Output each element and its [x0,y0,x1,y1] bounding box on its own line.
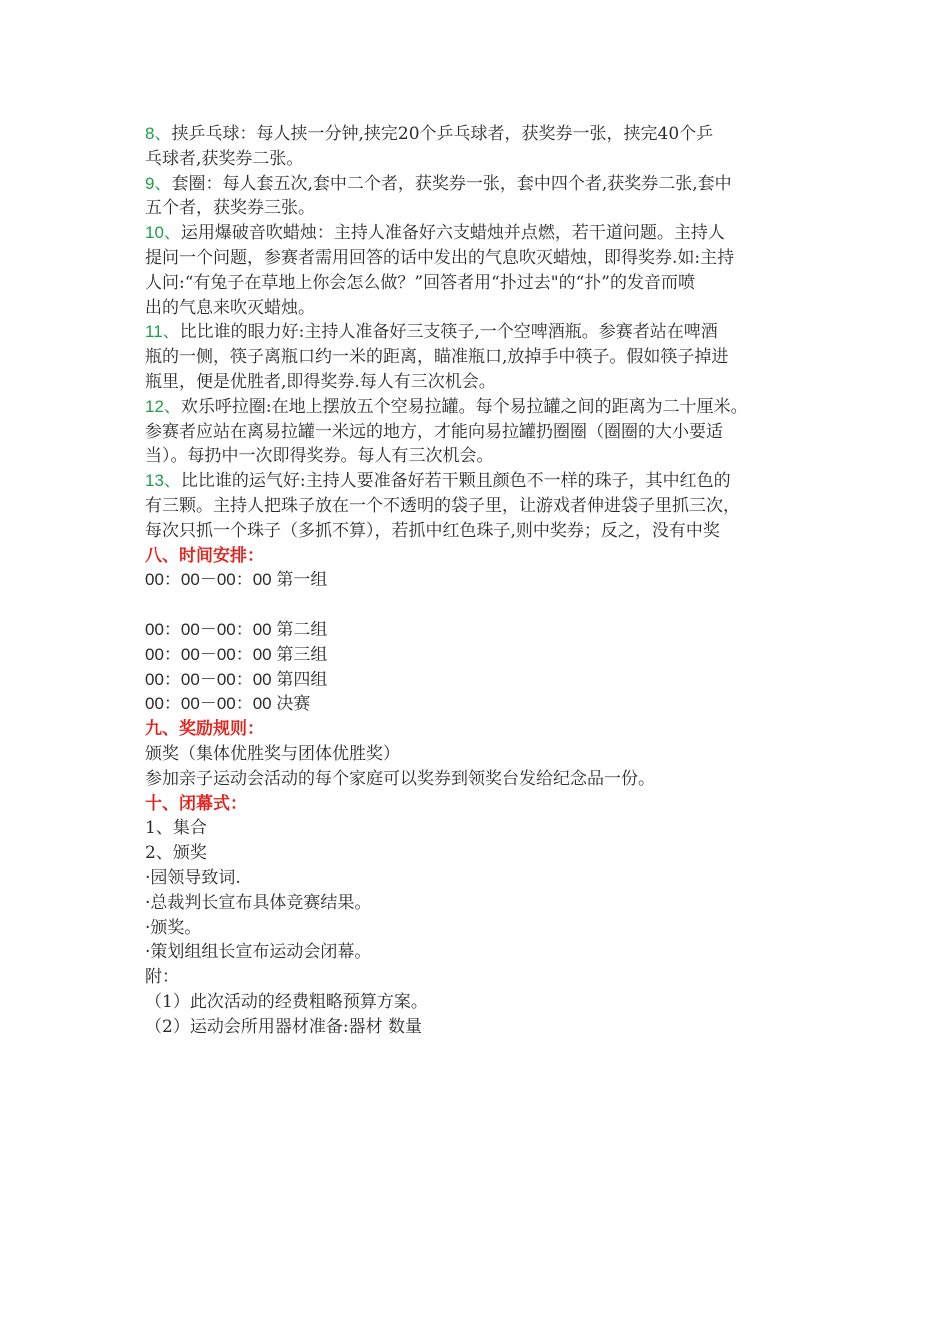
game-text-line: 瓶里，便是优胜者,即得奖券.每人有三次机会。 [145,371,496,392]
game-text-line: 运用爆破音吹蜡烛：主持人准备好六支蜡烛并点燃，若干道问题。主持人 [180,223,725,244]
schedule-row: 00：00－00：00 决赛 [145,694,311,714]
closing-line: 2、颁奖 [145,843,207,864]
schedule-row: 00：00－00：00 第二组 [145,619,328,639]
game-number: 9、 [145,173,172,193]
closing-line: 1、集合 [145,818,207,839]
rewards-line: 参加亲子运动会活动的每个家庭可以奖券到领奖台发给纪念品一份。 [145,768,655,789]
game-text-line: 出的气息来吹灭蜡烛。 [145,297,315,318]
closing-line: 附： [145,967,179,988]
game-number: 13、 [145,471,181,491]
schedule-row: 00：00－00：00 第四组 [145,669,328,689]
game-item-9 [145,172,825,222]
game-text-line: 五个者，获奖券三张。 [145,198,315,219]
game-text-line: 当）。每扔中一次即得奖券。每人有三次机会。 [145,446,494,467]
game-number: 10、 [145,223,181,243]
game-text-line: 人问:“有兔子在草地上你会怎么做？”回答者用“扑过去"的“扑”的发音而喷 [145,272,696,293]
game-text-line: 欢乐呼拉圈:在地上摆放五个空易拉罐。每个易拉罐之间的距离为二十厘米。 [180,396,748,417]
game-item-10 [145,221,825,320]
schedule-blank-row [145,593,825,618]
document-body [145,122,825,1039]
game-text-line: 有三颗。主持人把珠子放在一个不透明的袋子里，让游戏者伸进袋子里抓三次， [145,495,740,516]
schedule-row: 00：00－00：00 第三组 [145,644,328,664]
schedule-row: 00：00－00：00 第一组 [145,570,328,590]
closing-line: （2）运动会所用器材准备:器材 数量 [145,1016,422,1037]
game-text-line: 套圈：每人套五次,套中二个者，获奖券一张，套中四个者,获奖券二张,套中 [171,173,732,194]
game-text-line: 挟乒乓球：每人挟一分钟,挟完20个乒乓球者，获奖券一张，挟完40个乒 [171,124,714,144]
section-heading-schedule: 八、时间安排： [145,545,264,566]
game-item-13 [145,469,825,543]
game-text-line: 比比谁的眼力好:主持人准备好三支筷子,一个空啤酒瓶。参赛者站在啤酒 [179,322,718,343]
game-number: 11、 [145,322,180,342]
game-number: 8、 [145,124,172,143]
section-heading-rewards: 九、奖励规则： [145,719,264,740]
game-text-line: 瓶的一侧，筷子离瓶口约一米的距离，瞄准瓶口,放掉手中筷子。假如筷子掉进 [145,347,729,368]
game-text-line: 每次只抓一个珠子（多抓不算），若抓中红色珠子,则中奖券；反之，没有中奖 [145,520,720,541]
game-text-line: 乓球者,获奖券二张。 [145,148,304,169]
game-text-line: 提问一个问题，参赛者需用回答的话中发出的气息吹灭蜡烛，即得奖券.如:主持 [145,247,735,268]
game-item-8 [145,122,825,172]
closing-line: ·策划组组长宣布运动会闭幕。 [145,942,372,963]
game-text-line: 比比谁的运气好:主持人要准备好若干颗且颜色不一样的珠子，其中红色的 [180,471,731,492]
section-heading-closing: 十、闭幕式： [145,793,247,814]
rewards-line: 颁奖（集体优胜奖与团体优胜奖） [145,743,400,764]
closing-line: ·颁奖。 [145,917,202,938]
game-item-12 [145,395,825,469]
game-number: 12、 [145,396,181,416]
closing-line: ·园领导致词. [145,867,241,888]
closing-line: （1）此次活动的经费粗略预算方案。 [145,991,428,1012]
closing-line: ·总裁判长宣布具体竞赛结果。 [145,892,372,913]
game-item-11 [145,320,825,394]
game-text-line: 参赛者应站在离易拉罐一米远的地方，才能向易拉罐扔圈圈（圈圈的大小要适 [145,421,723,442]
